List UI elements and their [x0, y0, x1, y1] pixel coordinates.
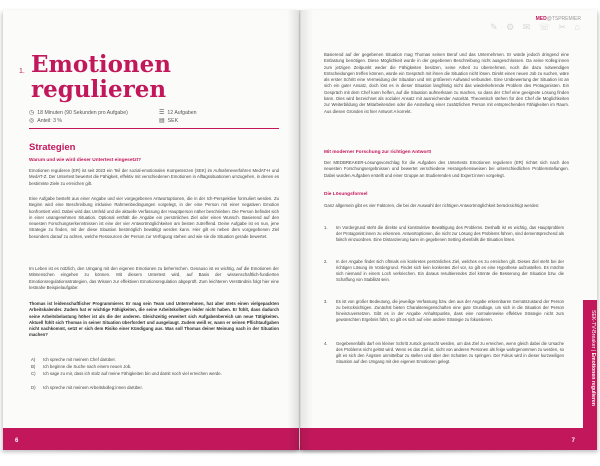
option-b: B) Ich beginne die Suche nach einem neuen Job. — [31, 364, 132, 369]
paragraph-1: Emotionen regulieren (ER) ist seit 2023 ein Teil der sozial-emotionalen Kompetenzen (SEK) im Aufnahmeverfahren MedAT-H und MedAT-Z. Der Untertest bewertet die Fähigkeit, effektiv mit verschiedenen Emotionen in Alltagssituationen umzugehen, in denen es bestimmte Ziele zu erreichen gilt. — [29, 168, 279, 186]
meta-tasks: ☰ 12 Aufgaben — [159, 110, 197, 116]
divider — [29, 128, 279, 129]
decorative-icons: ✎ ⚙ ✉ ☏ ✂ ⌂ — [490, 22, 583, 32]
factor-item-3: 3. Es ist von großer Bedeutung, die jeweilige Verfassung bzw. den aus der Angabe erkennbaren Gemütszustand der Person zu berücksichtigen. Zunächst bieten Charaktereigenschaften eine gute Grundlage, um sich in die Situation der Person hineinzuversetzen. Gibt es in der Angabe Anhaltspunkte, dass eine normalerweise effektive Strategie nicht zum gewünschten Ergebnis führt, so gilt es sich auf eine andere Strategie zu fokussieren. — [324, 299, 564, 323]
title-line-1: Emotionen — [31, 51, 171, 78]
factor-item-2: 2. In der Angabe findet sich oftmals ein konkretes persönliches Ziel, welches es zu erreichen gilt. Dieses Ziel steht bei der richtigen Lösung im Vordergrund. Findet sich kein konkretes Ziel vor, so gilt es eine Hypothese aufzustellen. Es möchte sich niemand in einem Loch verkriechen. Ein daraus resultierendes Ziel könnte die Besserung der Situation bzw. die Schaffung von Stabilität sein. — [324, 259, 564, 283]
option-d: D) Ich spreche mit meinem Arbeitskolleg:innen darüber. — [31, 385, 143, 390]
meta-share: ◎ Anteil: 3 % — [29, 118, 63, 124]
clock-icon: ◷ — [29, 110, 35, 116]
chapter-title — [31, 52, 171, 102]
document-icon: ▤ — [159, 118, 165, 124]
option-c: C) Ich sage zu mir, dass ich stolz auf meine Fähigkeiten bin und damit noch viel erreichen werde. — [31, 371, 222, 376]
list-icon: ☰ — [159, 110, 165, 116]
left-page — [3, 10, 299, 450]
right-page — [300, 10, 597, 450]
title-line-2: regulieren — [31, 76, 167, 103]
chapter-number: 1. — [19, 68, 25, 75]
paragraph-2: Eine Aufgabe besteht aus einer Angabe und vier vorgegebenen Antwortoptionen, die in der Ich-Perspektive formuliert werden. Zu Beginn wird eine Beschreibung inklusive Rahmenbedingungen vorgelegt, in der eine Person mit einer negativen Emotion konfrontiert wird. Dabei wird das Umfeld und die aktuelle Verfassung der Hauptperson näher beschrieben. Die Person befindet sich in einer unangenehmen Situation. Optional enthält die Angabe ein persönliches Ziel oder einen Wunsch. Basierend auf den neuesten Forschungserkenntnissen ist eine der vier Antwortmöglichkeiten am besten zutreffend. Deine Aufgabe ist es nun, jene Strategie zu finden, mit der diese Situation bestmöglich bewältigt werden kann. Hier gilt es neben dem vorgegebenen Ziel besonders darauf zu achten, welche Ressourcen der Person zur Verfügung stehen und wie sie die Situation gerade bewertet. — [29, 196, 279, 239]
subheading: Warum und wie wird dieser Untertest eingesetzt? — [29, 158, 142, 163]
paragraph-3: Im Leben ist es nützlich, den Umgang mit den eigenen Emotionen zu beherrschen. Genauso ist es wichtig, auf die Emotionen der Mitmenschen eingehen zu können. Mit diesem Untertest wird, auf Basis der wissenschaftlich-fundierten Emotionsregulationsstrategien, das Wissen zur effektiven Emotionsregulation abgeprüft. Zum leichteren Verständnis folgt hier eine testnahe Beispielaufgabe: — [29, 266, 279, 290]
formula-paragraph: Ganz allgemein gibt es vier Faktoren, die bei der Auswahl der richtigen Antwortmöglichkeit berücksichtigt werden: — [324, 203, 540, 208]
footer-bar-right — [300, 428, 597, 450]
factor-item-4: 4. Gegebenenfalls darf ein kleiner Schritt zurück gemacht werden, um das Ziel zu erreichen, wenn gleich dabei die Ursache des Problems nicht gelöst wird. Wenn es das Ziel ist, nicht von anderen Personen als feige wahrgenommen zu werden, so gilt es sich den Ängsten unmittelbar zu stellen und über den Schatten zu springen. Der Fokus wird in dieser kurzweiligen Situation auf den Umgang mit den eigenen Emotionen gelegt. — [324, 341, 564, 365]
target-icon: ◎ — [29, 118, 35, 124]
example-scenario: Thomas ist leidenschaftlicher Programmierer. Er mag sein Team und Unternehmen, hat aber stets einen vielgepackten Arbeitskalender. Zudem hat er wichtige Fähigkeiten, die seine Arbeitskollegen leider nicht haben. Er fühlt, dass dadurch seine Arbeitsbelastung höher ist als die der anderen. Gleichzeitig erweitert sich Aufgabenbereich um neue Tätigkeiten. Aktuell fühlt sich Thomas in seiner Situation überfordert und ausgelaugt. Zudem weiß er, wann er seinen Pflichtaufgaben nicht nachkommt, setzt er sich dem Risiko einer Kündigung aus. Was soll Thomas deiner Meinung nach in der Situation machen? — [29, 301, 279, 338]
page-number-right: 7 — [571, 438, 575, 444]
section-heading: Strategien — [29, 142, 76, 153]
subheading-research: Mit moderner Forschung zur richtigen Antwort! — [324, 150, 432, 155]
meta-exam: ▤ SEK — [159, 118, 179, 124]
factor-item-1: 1. Im Vordergrund steht die direkte und konstruktive Bewältigung des Problems. Deshalb ist es wichtig, das Hauptproblem der Protagonist:innen zu erkennen. Antwortoptionen, die nicht zur Lösung des Problems führen, sind dementsprechend als falsch einzuordnen. Eine Distanzierung kann im gegebenen Setting ebenfalls die Situation lösen. — [324, 225, 564, 243]
research-paragraph: Der MEDBREAKER-Lösungsvorschlag für die Aufgaben des Untertests Emotionen regulieren (ER) richtet sich nach den neuesten Forschungsergebnissen und bewertet verschiedene Herangehensweisen bei unterschiedlichen Problemstellungen. Dabei wurden Aufgaben erstellt und einer Gruppe an Studierenden und Expert:innen vorgelegt. — [324, 160, 569, 178]
intro-paragraph: Basierend auf der gegebenen Situation mag Thomas seinen Beruf und das Unternehmen. Er würde jedoch dringend eine Entlastung benötigen. Diese Möglichkeit wurde in der gegebenen Beschreibung nicht ausgeschlossen. Da seine Kolleg:innen zum jetzigen Zeitpunkt weder die Fähigkeiten besitzen, seine Arbeit zu übernehmen, noch die dazu notwendigen Entscheidungen treffen können, würde ein Gespräch mit ihnen die Situation nicht lösen. Direkt einen neuen Job zu suchen, wäre als erster Schritt eine Vermeidung der Situation und mit größerem Aufwand verbunden. Eine Umbewertung der Situation ist an sich ein guter Ansatz, doch löst es in dieser Situation langfristig nicht das wiederkehrende Problem des Protagonisten. Ein Gespräch mit dem Chef kann helfen, auf die Situation aufmerksam zu machen, so dass der Chef eine geeignete Lösung finden kann. Dies wird bezeichnet als sozialer Ansatz mit ausreichender Autorität. Theoretisch stehen für den Chef die Möglichkeiten zur Weiterbildung der Mitarbeitenden oder die Anstellung einer zusätzlichen Person mit entsprechenden Fähigkeiten im Raum. Aus diesen Gründen ist hier Antwort A korrekt. — [324, 52, 569, 114]
option-a: A) Ich spreche mit meinem Chef darüber. — [31, 357, 116, 362]
meta-time: ◷ 18 Minuten (90 Sekunden pro Aufgabe) — [29, 110, 128, 116]
open-book — [3, 10, 597, 454]
page-number-left: 6 — [15, 438, 19, 444]
brand-logo: MED@TSPREMIER — [535, 16, 581, 22]
footer-bar — [3, 428, 299, 450]
subheading-formula: Die Lösungsformel — [324, 192, 368, 197]
side-tab-label: SEK-TV-Breaker | Emotionen regulieren — [590, 310, 596, 406]
